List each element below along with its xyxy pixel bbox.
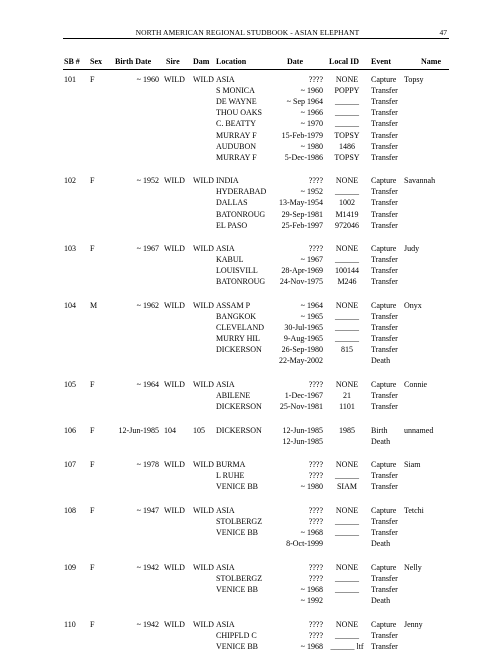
record-sex: F [90,562,95,572]
record-sb: 109 [64,562,76,572]
row-event: Transfer [371,198,398,208]
row-date: 8-Oct-1999 [286,539,323,549]
row-date: ???? [308,630,323,640]
row-local-id: POPPY [334,86,360,96]
record-sb: 106 [64,425,76,435]
row-date: ???? [308,562,323,572]
row-local-id: 1002 [339,198,355,208]
row-event: Transfer [371,255,398,265]
row-event: Transfer [371,119,398,129]
row-date: ???? [308,176,323,186]
row-date: 12-Jun-1985 [282,436,323,446]
record-name: Judy [404,244,420,254]
row-event: Transfer [371,402,398,412]
record-birth-date: ~ 1967 [136,244,159,254]
record-birth-date: ~ 1964 [136,379,159,389]
row-local-id: 1486 [339,141,355,151]
row-local-id: 972046 [335,220,359,230]
row-local-id: ______ [335,528,359,538]
row-local-id: ______ [335,517,359,526]
row-event: Death [371,436,391,446]
row-local-id: ______ [335,323,359,333]
row-local-id: M246 [337,277,357,287]
row-date: ???? [308,460,323,470]
row-location: ASIA [216,619,235,629]
row-location: INDIA [216,176,239,186]
record-sex: F [90,619,95,629]
row-local-id: NONE [335,562,359,572]
col-sire: Sire [166,57,180,66]
row-event: Transfer [371,312,398,321]
record-sire: WILD [164,176,185,186]
row-date: 26-Sep-1980 [281,345,323,355]
record-sire: 104 [164,425,176,435]
row-event: Transfer [371,471,398,481]
record-sex: F [90,379,95,389]
row-date: ???? [308,379,323,389]
record-sex: F [90,176,95,186]
record-dam: WILD [193,300,214,310]
row-event: Transfer [371,266,398,276]
row-event: Capture [371,75,397,84]
row-location: HYDERABAD [216,187,267,197]
row-event: Death [371,356,391,366]
record-sire: WILD [164,619,185,629]
row-event: Capture [371,460,397,470]
row-location: CLEVELAND [216,323,264,333]
record-sb: 101 [64,75,76,84]
row-local-id: 815 [341,345,353,355]
record-name: Savannah [404,176,436,186]
record-sb: 108 [64,505,76,515]
row-date: ~ 1970 [300,119,323,129]
row-location: VENICE BB [216,584,258,594]
row-local-id: 100144 [335,266,359,276]
row-location: ASIA [216,562,235,572]
record-birth-date: ~ 1960 [136,75,159,84]
row-event: Capture [371,379,397,389]
record-name: Connie [404,379,428,389]
row-location: DICKERSON [216,345,262,355]
row-location: ASIA [216,505,235,515]
row-location: ABILENE [216,391,251,400]
row-event: Transfer [371,630,398,640]
row-date: 5-Dec-1986 [284,152,323,162]
row-date: ???? [308,75,323,84]
row-date: 25-Feb-1997 [281,220,323,230]
row-location: MURRY HIL [216,334,260,344]
row-event: Transfer [371,187,398,197]
row-location: BATONROUG [216,209,266,219]
row-location: S MONICA [216,86,255,96]
record-birth-date: ~ 1978 [136,460,159,470]
row-event: Transfer [371,209,398,219]
row-date: ???? [308,573,323,583]
col-dam: Dam [193,57,210,66]
record-dam: WILD [193,379,214,389]
row-event: Transfer [371,220,398,230]
row-date: ~ 1968 [300,584,323,594]
header-title: NORTH AMERICAN REGIONAL STUDBOOK - ASIAN ELEPHANT [135,28,360,37]
row-date: ???? [308,471,323,481]
row-date: ~ 1980 [300,482,323,492]
record-dam: WILD [193,505,214,515]
record-sire: WILD [164,244,185,254]
record-dam: WILD [193,75,214,84]
header-rule [63,38,449,39]
row-location: VENICE BB [216,528,258,538]
record-birth-date: ~ 1942 [136,619,159,629]
record-sex: F [90,75,95,84]
record-sire: WILD [164,562,185,572]
record-sb: 110 [64,619,76,629]
row-date: ~ 1964 [300,300,323,310]
record-birth-date: 12-Jun-1985 [118,425,159,435]
row-event: Transfer [371,108,398,118]
row-event: Capture [371,619,397,629]
row-location: CHIPFLD C [216,630,257,640]
record-sire: WILD [164,379,185,389]
col-event: Event [371,57,391,66]
row-local-id: ______ [335,584,359,594]
row-local-id: NONE [335,379,359,389]
row-local-id: NONE [335,176,359,186]
record-sb: 102 [64,176,76,186]
record-dam: WILD [193,176,214,186]
row-local-id: ______ [335,187,359,197]
row-local-id: ______ [335,334,359,344]
row-event: Transfer [371,573,398,583]
row-event: Death [371,539,391,549]
row-local-id: NONE [335,244,359,254]
record-sb: 104 [64,300,76,310]
row-location: C. BEATTY [216,119,256,129]
row-event: Capture [371,505,397,515]
row-local-id: NONE [335,619,359,629]
record-name: Tetchi [404,505,424,515]
record-birth-date: ~ 1947 [136,505,159,515]
row-location: ASIA [216,244,235,254]
row-event: Capture [371,244,397,254]
page-header [0,0,495,40]
record-sex: F [90,425,95,435]
row-location: LOUISVILL [216,266,258,276]
record-dam: WILD [193,244,214,254]
row-event: Transfer [371,482,398,492]
row-local-id: NONE [335,460,359,470]
record-sex: F [90,505,95,515]
row-date: 29-Sep-1981 [281,209,323,219]
row-location: DE WAYNE [216,97,257,107]
row-local-id: NONE [335,300,359,310]
record-name: Siam [404,460,421,470]
row-event: Capture [371,176,397,186]
record-birth-date: ~ 1952 [136,176,159,186]
record-sex: F [90,244,95,254]
row-local-id: ______ [335,108,359,118]
row-location: BURMA [216,460,246,470]
row-date: 15-Feb-1979 [281,130,323,140]
row-date: 25-Nov-1981 [279,402,323,412]
row-local-id: M1419 [335,209,359,219]
col-birth-date: Birth Date [115,57,152,66]
row-event: Transfer [371,584,398,594]
record-sire: WILD [164,300,185,310]
row-date: ~ 1968 [300,641,323,651]
row-event: Transfer [371,86,398,96]
row-date: ???? [308,244,323,254]
record-sire: WILD [164,460,185,470]
record-sb: 107 [64,460,76,470]
row-location: KABUL [216,255,244,265]
row-date: 30-Jul-1965 [284,323,323,333]
row-local-id: 1985 [339,425,355,435]
record-name: Onyx [404,300,422,310]
row-event: Transfer [371,97,398,107]
row-local-id: TOPSY [334,152,360,162]
record-sb: 103 [64,244,76,254]
row-event: Capture [371,300,397,310]
row-local-id: ______ [335,119,359,129]
row-date: 28-Apr-1969 [281,266,323,276]
record-sire: WILD [164,505,185,515]
row-local-id: 1101 [339,402,355,412]
column-rule [63,69,449,70]
row-location: EL PASO [216,220,248,230]
row-event: Transfer [371,130,398,140]
row-location: STOLBERGZ [216,573,263,583]
record-sire: WILD [164,75,185,84]
row-event: Transfer [371,528,398,538]
row-location: BANGKOK [216,312,256,321]
row-event: Transfer [371,141,398,151]
row-date: ~ 1967 [300,255,323,265]
row-local-id: TOPSY [334,130,360,140]
row-local-id: ______ [335,630,359,640]
row-event: Transfer [371,345,398,355]
row-date: ~ 1968 [300,528,323,538]
row-event: Transfer [371,517,398,526]
row-local-id: ______ ltf [330,641,364,651]
row-event: Capture [371,562,397,572]
row-location: DICKERSON [216,402,262,412]
row-location: AUDUBON [216,141,256,151]
row-location: ASIA [216,75,235,84]
record-sex: F [90,460,95,470]
row-date: ~ 1952 [300,187,323,197]
record-birth-date: ~ 1962 [136,300,159,310]
row-date: 9-Aug-1965 [283,334,323,344]
row-date: ~ Sep 1964 [286,97,323,107]
row-local-id: ______ [335,255,359,265]
row-event: Transfer [371,323,398,333]
row-date: ~ 1960 [300,86,323,96]
row-date: ???? [308,505,323,515]
row-location: THOU OAKS [216,108,262,118]
page-number: 47 [439,28,447,37]
row-local-id: ______ [335,97,359,107]
row-location: STOLBERGZ [216,517,263,526]
row-local-id: ______ [335,471,359,481]
record-name: Nelly [404,562,422,572]
column-headers [0,56,495,68]
row-date: 22-May-2002 [279,356,323,366]
row-event: Transfer [371,334,398,344]
row-date: ~ 1992 [300,596,323,605]
row-local-id: NONE [335,505,359,515]
row-event: Birth [371,425,388,435]
row-location: ASIA [216,379,235,389]
row-location: DICKERSON [216,425,262,435]
record-birth-date: ~ 1942 [136,562,159,572]
row-date: ~ 1965 [300,312,323,321]
row-local-id: NONE [335,75,359,84]
col-date: Date [287,57,303,66]
row-local-id: 21 [343,391,351,400]
row-date: 13-May-1954 [279,198,323,208]
row-location: L RUHE [216,471,245,481]
row-event: Transfer [371,641,398,651]
record-name: Topsy [404,75,424,84]
record-dam: WILD [193,460,214,470]
row-date: ~ 1966 [300,108,323,118]
row-local-id: SIAM [336,482,357,492]
row-date: 1-Dec-1967 [284,391,323,400]
row-date: ???? [308,619,323,629]
row-date: 24-Nov-1975 [279,277,323,287]
col-sex: Sex [90,57,102,66]
row-location: MURRAY F [216,130,257,140]
record-dam: 105 [193,425,205,435]
row-location: MURRAY F [216,152,257,162]
row-local-id: ______ [335,312,359,321]
record-dam: WILD [193,562,214,572]
record-sb: 105 [64,379,76,389]
row-location: VENICE BB [216,641,258,651]
row-date: ~ 1980 [300,141,323,151]
col-local-id: Local ID [329,57,359,66]
row-date: 12-Jun-1985 [282,425,323,435]
col-name: Name [421,57,441,66]
row-event: Transfer [371,152,398,162]
row-location: ASSAM P [216,300,251,310]
col-sb: SB # [64,57,80,66]
row-event: Transfer [371,391,398,400]
row-location: DALLAS [216,198,248,208]
row-event: Transfer [371,277,398,287]
row-location: VENICE BB [216,482,258,492]
row-date: ???? [308,517,323,526]
row-local-id: ______ [335,573,359,583]
record-name: unnamed [404,425,434,435]
row-event: Death [371,596,391,605]
row-location: BATONROUG [216,277,266,287]
record-dam: WILD [193,619,214,629]
col-location: Location [216,57,247,66]
record-sex: M [90,300,98,310]
record-name: Jenny [404,619,423,629]
